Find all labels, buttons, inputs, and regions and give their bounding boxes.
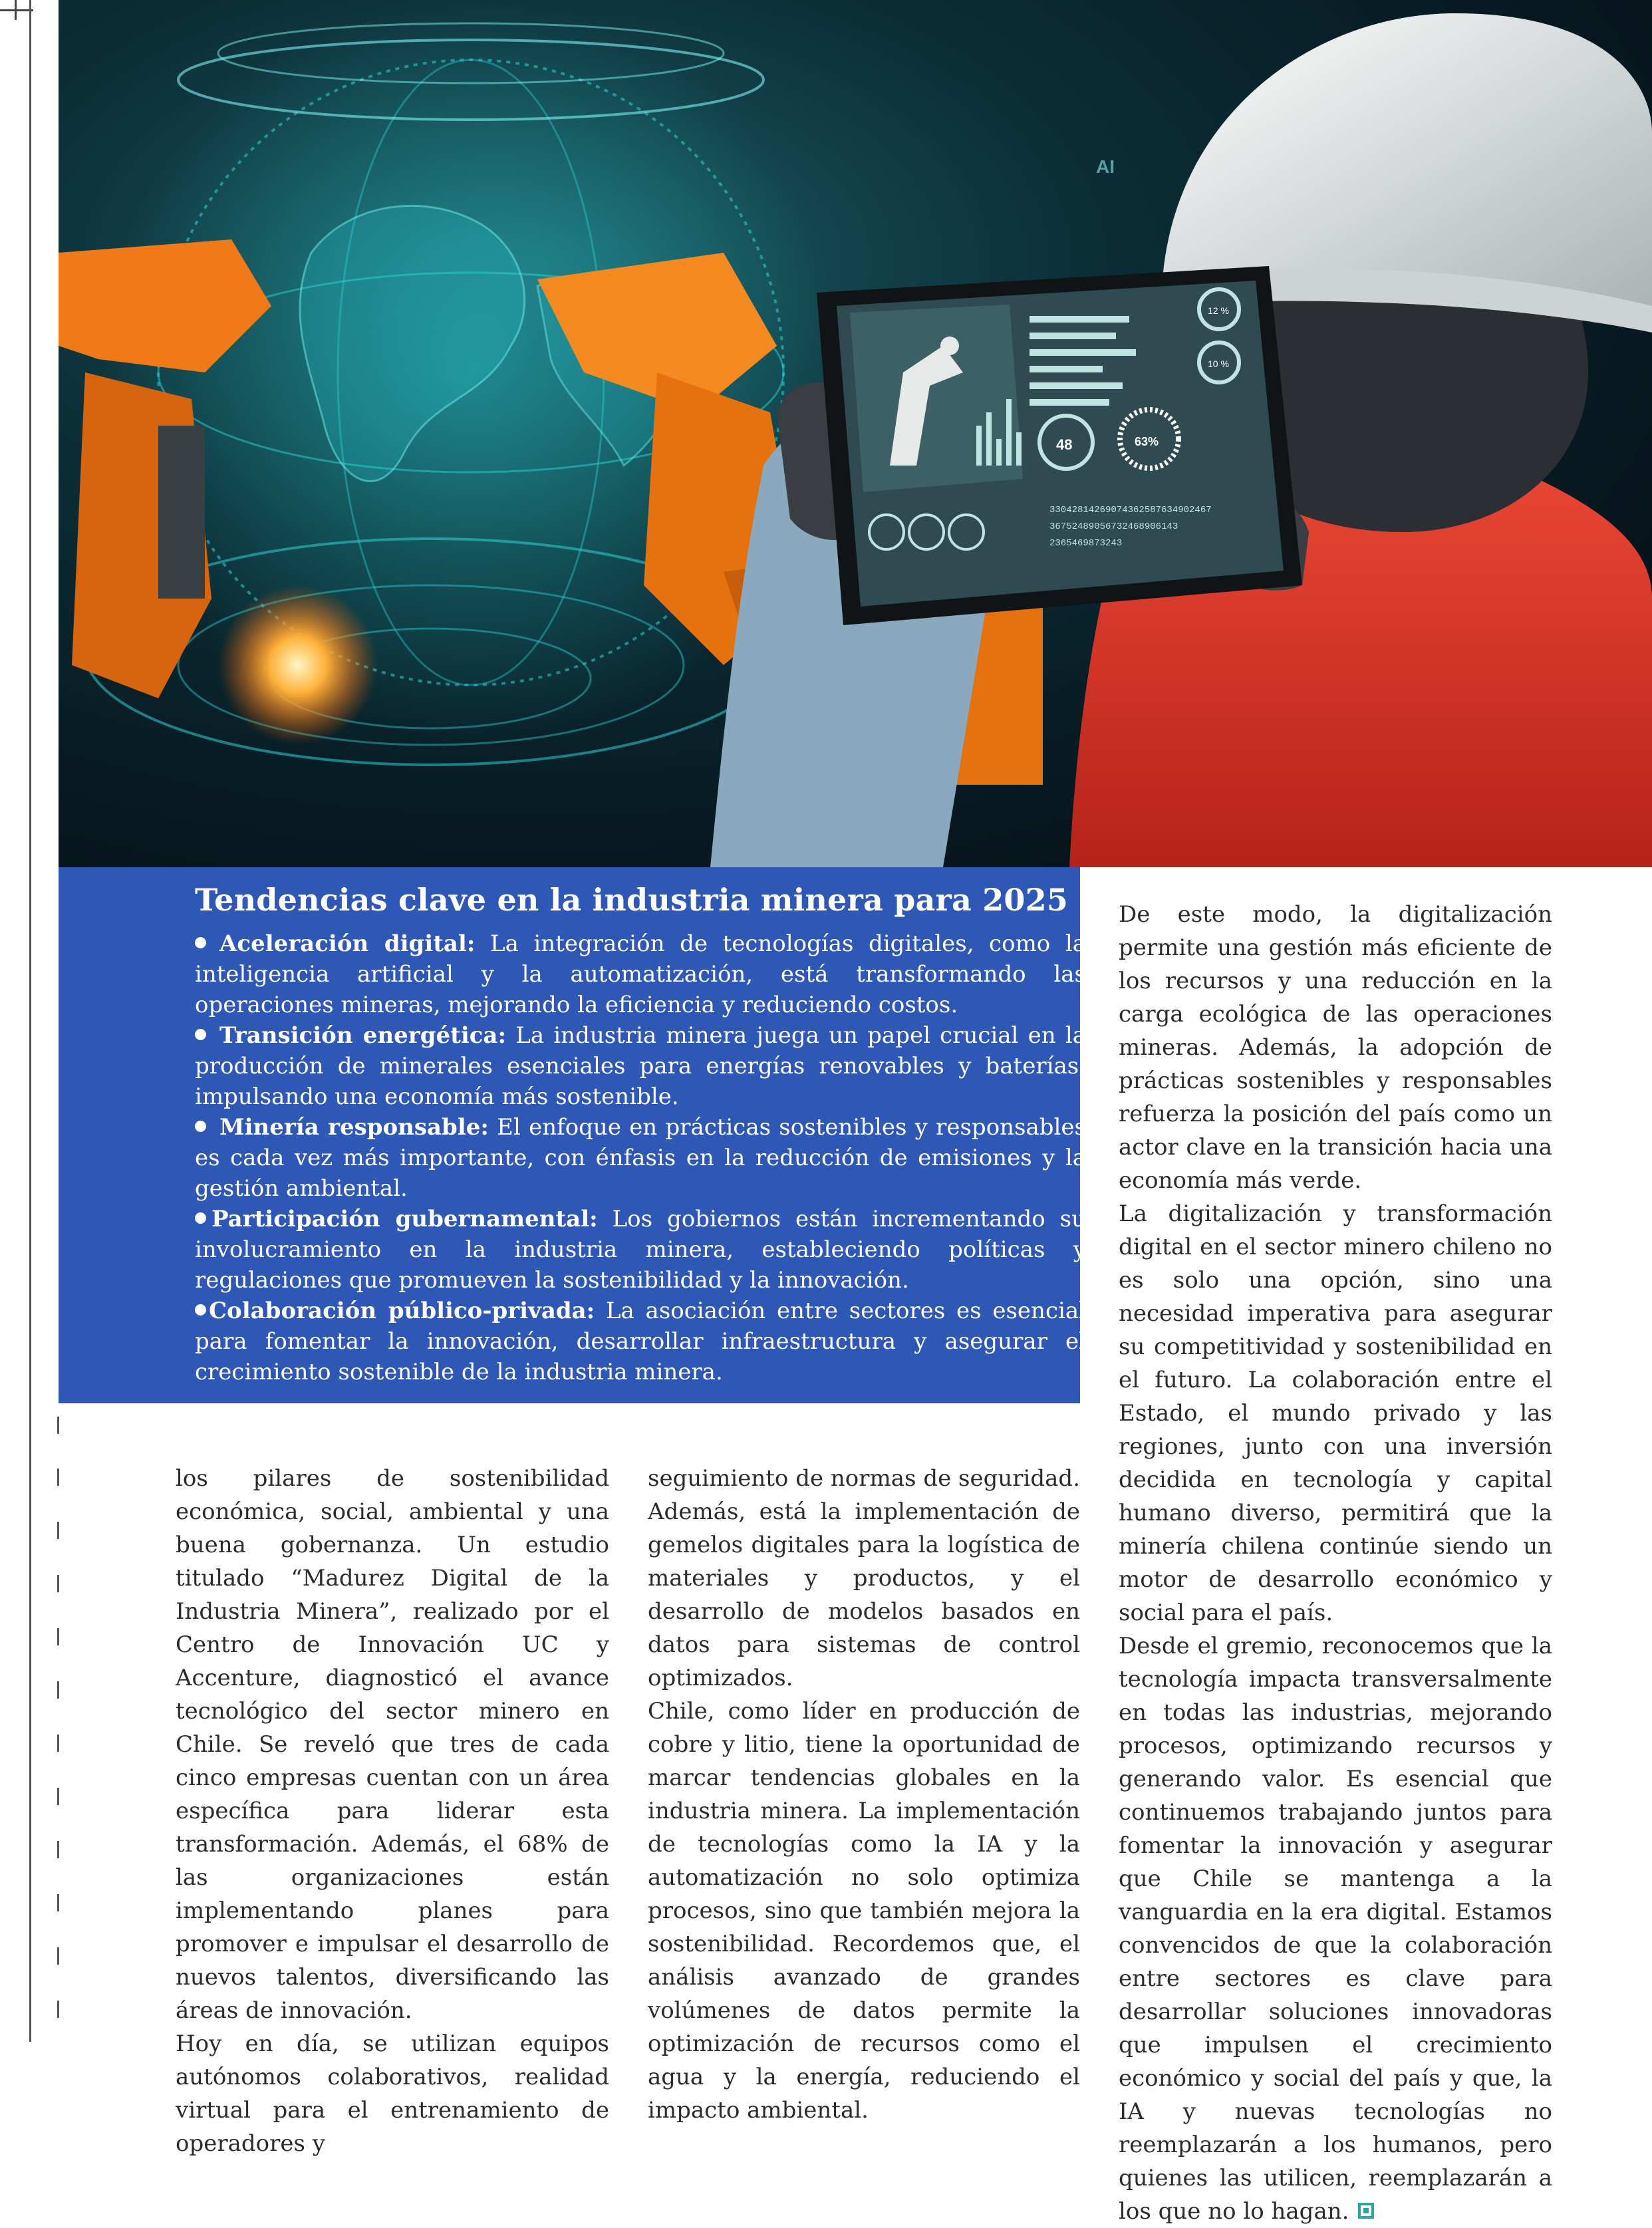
article-column-3 bbox=[1119, 898, 1552, 2228]
trend-item-text: El enfoque en prácticas sostenibles y responsables es cada vez más importante, con énfasis en la reducción de emisiones y la gestión ambiental. bbox=[195, 1114, 1086, 1202]
trend-item bbox=[195, 1204, 1086, 1296]
article-paragraph: los pilares de sostenibilidad económica, social, ambiental y una buena gobernanza. Un estudio titulado “Madurez Digital de la Industria Minera”, realizado por el Centro de Innovación UC y Accenture, diagnosticó el avance tecnológico del sector minero en Chile. Se reveló que tres de cada cinco empresas cuentan con un área específica para liderar esta transformación. Además, el 68% de las organizaciones están implementando planes para promover e impulsar el desarrollo de nuevos talentos, diversificando las áreas de innovación. bbox=[176, 1465, 609, 2024]
tablet-readout-12: 12 % bbox=[1208, 305, 1229, 316]
article-paragraph: De este modo, la digitalización permite una gestión más eficiente de los recursos y una reducción en la carga ecológica de las operaciones mineras. Además, la adopción de prácticas sostenibles y responsables refuerza la posición del país como un actor clave en la transición hacia una economía más verde. bbox=[1119, 901, 1552, 1194]
bullet-icon bbox=[195, 1029, 206, 1040]
crop-mark bbox=[0, 9, 33, 11]
margin-tick bbox=[57, 1522, 59, 1539]
margin-rule bbox=[29, 0, 31, 2042]
article-paragraph: La digitalización y transformación digital en el sector minero chileno no es solo una opción, sino una necesidad imperativa para asegurar su competitividad y sostenibilidad en el futuro. La colaboración entre el Estado, el mundo privado y las regiones, junto con una inversión decidida en tecnología y capital humano diverso, permitirá que la minería chilena continúe siendo un motor de desarrollo económico y social para el país. bbox=[1119, 1200, 1552, 1626]
margin-tick bbox=[57, 1947, 59, 1965]
margin-tick bbox=[57, 1788, 59, 1805]
end-of-article-square-icon bbox=[1358, 2203, 1374, 2219]
trend-item-text: La industria minera juega un papel crucial en la producción de minerales esenciales para energías renovables y baterías, impulsando una economía más sostenible. bbox=[195, 1022, 1086, 1110]
bullet-icon bbox=[195, 937, 206, 948]
article-paragraph-final bbox=[1119, 1629, 1552, 2228]
tablet-readout-10: 10 % bbox=[1208, 358, 1229, 369]
hero-photo bbox=[59, 0, 1652, 867]
trend-item-label: Aceleración digital: bbox=[219, 930, 476, 957]
margin-tick bbox=[57, 1417, 59, 1434]
article-column-1 bbox=[176, 1462, 609, 2160]
welding-spark bbox=[218, 585, 378, 745]
article-paragraph: Hoy en día, se utilizan equipos autónomos colaborativos, realidad virtual para el entrenamiento de operadores y bbox=[176, 2030, 609, 2157]
trend-item-label: Transición energética: bbox=[219, 1022, 507, 1049]
margin-tick bbox=[57, 1575, 59, 1592]
tablet-code-line: 33042814269074362587634902467 bbox=[1049, 505, 1212, 515]
trend-item-text: La integración de tecnologías digitales, como la inteligencia artificial y la automatización, está transformando las operaciones mineras, mejorando la eficiencia y reduciendo costos. bbox=[195, 930, 1086, 1018]
trend-item bbox=[195, 928, 1086, 1020]
tablet-code-line: 36752489056732468906143 bbox=[1049, 521, 1178, 532]
margin-tick bbox=[57, 1894, 59, 1911]
tablet-code-line: 2365469873243 bbox=[1049, 538, 1123, 549]
trend-item-label: Colaboración público-privada: bbox=[209, 1298, 595, 1324]
trends-sidebar-box bbox=[59, 867, 1087, 1403]
margin-tick bbox=[57, 1628, 59, 1645]
hero-illustration bbox=[59, 0, 1652, 867]
bullet-icon bbox=[195, 1304, 206, 1316]
trend-item bbox=[195, 1020, 1086, 1112]
trend-item-label: Minería responsable: bbox=[219, 1114, 489, 1141]
trends-box-title: Tendencias clave en la industria minera para 2025 bbox=[195, 882, 1069, 918]
trend-item-text: La asociación entre sectores es esencial para fomentar la innovación, desarrollar infraestructura y asegurar el crecimiento sostenible de la industria minera. bbox=[195, 1298, 1087, 1385]
article-paragraph: seguimiento de normas de seguridad. Además, está la implementación de gemelos digitales para la logística de materiales y productos, y el desarrollo de modelos basados en datos para sistemas de control optimizados. bbox=[648, 1465, 1080, 1691]
margin-tick bbox=[57, 1681, 59, 1699]
ai-badge: AI bbox=[1096, 156, 1115, 177]
article-paragraph-text: Desde el gremio, reconocemos que la tecnología impacta transversalmente en todas las industrias, mejorando procesos, optimizando recursos y generando valor. Es esencial que continuemos trabajando juntos para fomentar la innovación y asegurar que Chile se mantenga a la vanguardia en la era digital. Estamos convencidos de que la colaboración entre sectores es clave para desarrollar soluciones innovadoras que impulsen el crecimiento económico y social del país y que, la IA y nuevas tecnologías no reemplazarán a los humanos, pero quienes las utilicen, reemplazarán a los que no lo hagan. bbox=[1119, 1633, 1552, 2225]
trend-item bbox=[195, 1296, 1086, 1387]
margin-tick bbox=[57, 1468, 59, 1486]
bullet-icon bbox=[195, 1212, 206, 1224]
margin-tick bbox=[57, 1735, 59, 1752]
crop-mark bbox=[15, 0, 17, 20]
article-paragraph: Chile, como líder en producción de cobre y litio, tiene la oportunidad de marcar tendencias globales en la industria minera. La implementación de tecnologías como la IA y la automatización no solo optimiza procesos, sino que también mejora la sostenibilidad. Recordemos que, el análisis avanzado de grandes volúmenes de datos permite la optimización de recursos como el agua y la energía, reduciendo el impacto ambiental. bbox=[648, 1698, 1080, 2124]
trend-item-label: Participación gubernamental: bbox=[211, 1206, 598, 1232]
margin-tick bbox=[57, 1841, 59, 1858]
trend-item bbox=[195, 1112, 1086, 1204]
article-column-2 bbox=[648, 1462, 1080, 2127]
tablet bbox=[817, 266, 1302, 625]
tablet-readout-48: 48 bbox=[1056, 436, 1073, 453]
bullet-icon bbox=[195, 1121, 206, 1132]
trend-item-text: Los gobiernos están incrementando su involucramiento en la industria minera, estableciendo políticas y regulaciones que promueven la sostenibilidad y la innovación. bbox=[195, 1206, 1087, 1294]
trends-list bbox=[195, 928, 1086, 1387]
margin-tick bbox=[57, 2001, 59, 2018]
tablet-readout-63: 63% bbox=[1135, 435, 1159, 448]
